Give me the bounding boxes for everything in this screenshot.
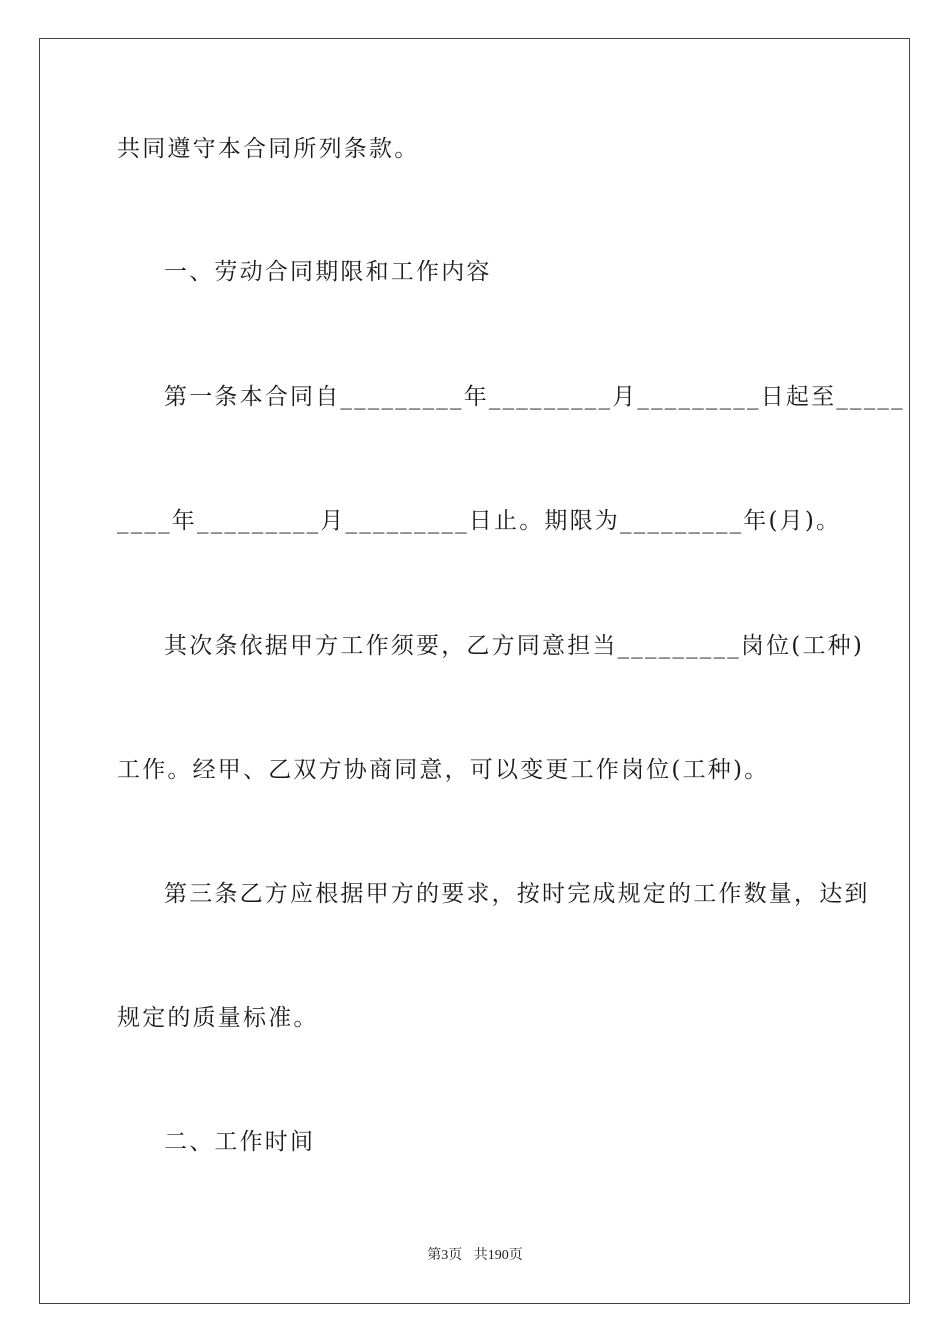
section-heading-1: 一、劳动合同期限和工作内容 xyxy=(164,259,492,285)
text-line-article-1a: 第一条本合同自_________年_________月_________日起至_____ xyxy=(164,384,905,410)
section-heading-2: 二、工作时间 xyxy=(164,1129,316,1155)
page-number: 第3页 xyxy=(427,1248,463,1263)
page-footer xyxy=(0,1247,950,1265)
text-line-article-3a: 第三条乙方应根据甲方的要求，按时完成规定的工作数量，达到 xyxy=(164,881,870,907)
text-line-article-2a: 其次条依据甲方工作须要，乙方同意担当_________岗位(工种) xyxy=(164,633,865,659)
text-line-article-3b: 规定的质量标准。 xyxy=(117,1005,319,1031)
text-line-1: 共同遵守本合同所列条款。 xyxy=(117,136,420,162)
page-total: 共190页 xyxy=(473,1248,523,1263)
text-line-article-1b: ____年_________月_________日止。期限为_________年(月)。 xyxy=(117,508,842,534)
page-border xyxy=(39,38,910,1304)
text-line-article-2b: 工作。经甲、乙双方协商同意，可以变更工作岗位(工种)。 xyxy=(117,757,770,783)
